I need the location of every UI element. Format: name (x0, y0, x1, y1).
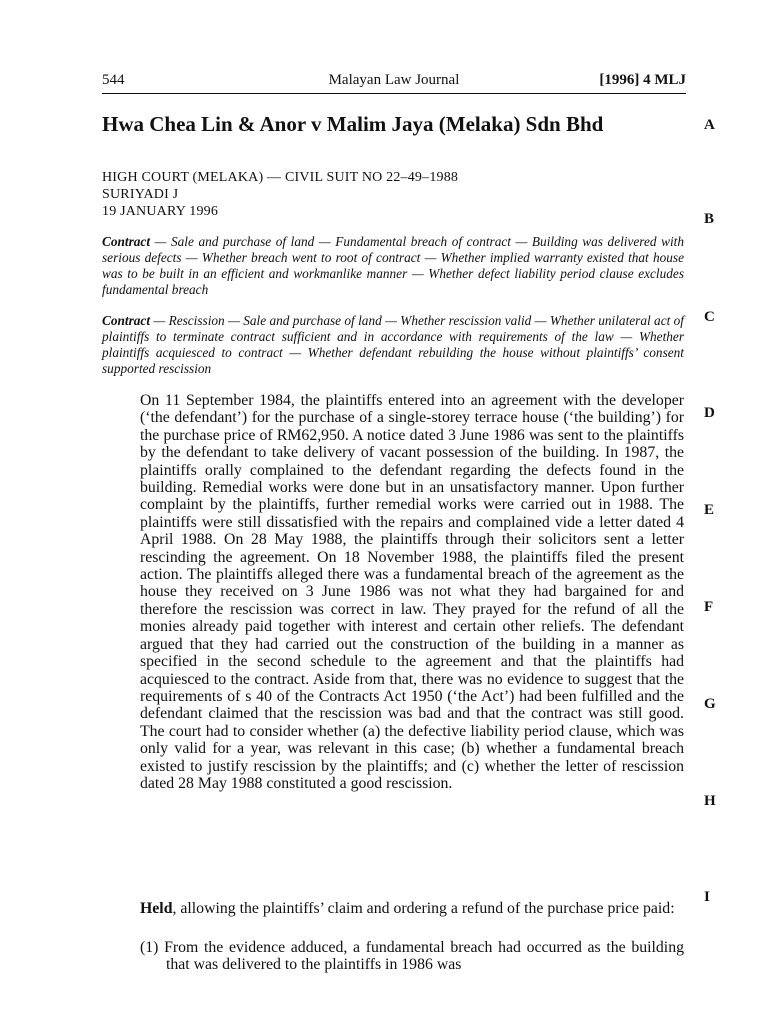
header-rule (102, 93, 686, 94)
held-text: , allowing the plaintiffs’ claim and ordering a refund of the purchase price paid: (172, 900, 675, 917)
catchwords-2 (102, 313, 684, 377)
headnote-facts: On 11 September 1984, the plaintiffs entered into an agreement with the developer (‘the defendant’) for the purchase of a single-storey terrace house (‘the building’) for the purchase price of RM62,950. A notice dated 3 June 1986 was sent to the plaintiffs by the defendant to take delivery of vacant possession of the building. In 1987, the plaintiffs orally complained to the defendant regarding the defects found in the building. Remedial works were done but in an unsatisfactory manner. Upon further complaint by the plaintiffs, further remedial works were carried out in 1988. The plaintiffs were still dissatisfied with the repairs and complained vide a letter dated 4 April 1988. On 28 May 1988, the plaintiffs through their solicitors sent a letter rescinding the agreement. On 18 November 1988, the plaintiffs filed the present action. The plaintiffs alleged there was a fundamental breach of the agreement as the house they received on 3 June 1986 was not what they had bargained for and therefore the rescission was correct in law. They prayed for the refund of all the monies already paid together with interest and certain other reliefs. The defendant argued that they had carried out the construction of the building in a manner as specified in the second schedule to the agreement and that the plaintiffs had acquiesced to the contract. Aside from that, there was no evidence to suggest that the requirements of s 40 of the Contracts Act 1950 (‘the Act’) had been fulfilled and the defendant claimed that the rescission was bad and that the contract was still good. The court had to consider whether (a) the defective liability period clause, which was only valid for a year, was relevant in this case; (b) whether a fundamental breach existed to justify rescission by the plaintiffs; and (c) whether the letter of rescission dated 28 May 1988 constituted a good rescission. (140, 392, 684, 792)
page-number: 544 (102, 72, 125, 88)
margin-letter: B (704, 211, 715, 227)
catchword-lead: Contract (102, 313, 151, 328)
margin-letter: E (704, 502, 715, 518)
court-line: HIGH COURT (MELAKA) — CIVIL SUIT NO 22–49–1988 (102, 170, 459, 185)
margin-letter: D (704, 405, 715, 421)
held-paragraph (140, 900, 684, 917)
judgment-date: 19 JANUARY 1996 (102, 204, 219, 219)
court-details (102, 169, 458, 220)
margin-letter: F (704, 599, 714, 615)
holding-1: (1) From the evidence adduced, a fundamental breach had occurred as the building that was delivered to the plaintiffs in 1986 was (140, 939, 684, 974)
running-header (102, 72, 686, 92)
margin-letter: G (704, 696, 716, 712)
citation: [1996] 4 MLJ (599, 72, 686, 88)
catchwords-1 (102, 234, 684, 298)
catchword-text: — Rescission — Sale and purchase of land — Whether rescission valid — Whether unilateral act of plaintiffs to terminate contract sufficient and in accordance with requirements of the law — Whether plaintiffs acquiesced to contract — Whether defendant rebuilding the house without plaintiffs’ consent supported rescission (102, 313, 684, 376)
case-title: Hwa Chea Lin & Anor v Malim Jaya (Melaka) Sdn Bhd (102, 112, 604, 136)
margin-letter: C (704, 309, 715, 325)
margin-letter: I (704, 889, 710, 905)
held-lead: Held (140, 900, 173, 917)
catchword-text: — Sale and purchase of land — Fundamental breach of contract — Building was delivered with serious defects — Whether breach went to root of contract — Whether implied warranty existed that house was to be built in an efficient and workmanlike manner — Whether defect liability period clause excludes fundamental breach (102, 234, 684, 297)
judge-name: SURIYADI J (102, 187, 179, 202)
margin-letter: A (704, 117, 715, 133)
margin-letter: H (704, 793, 716, 809)
catchword-lead: Contract (102, 234, 151, 249)
journal-name: Malayan Law Journal (328, 72, 460, 88)
